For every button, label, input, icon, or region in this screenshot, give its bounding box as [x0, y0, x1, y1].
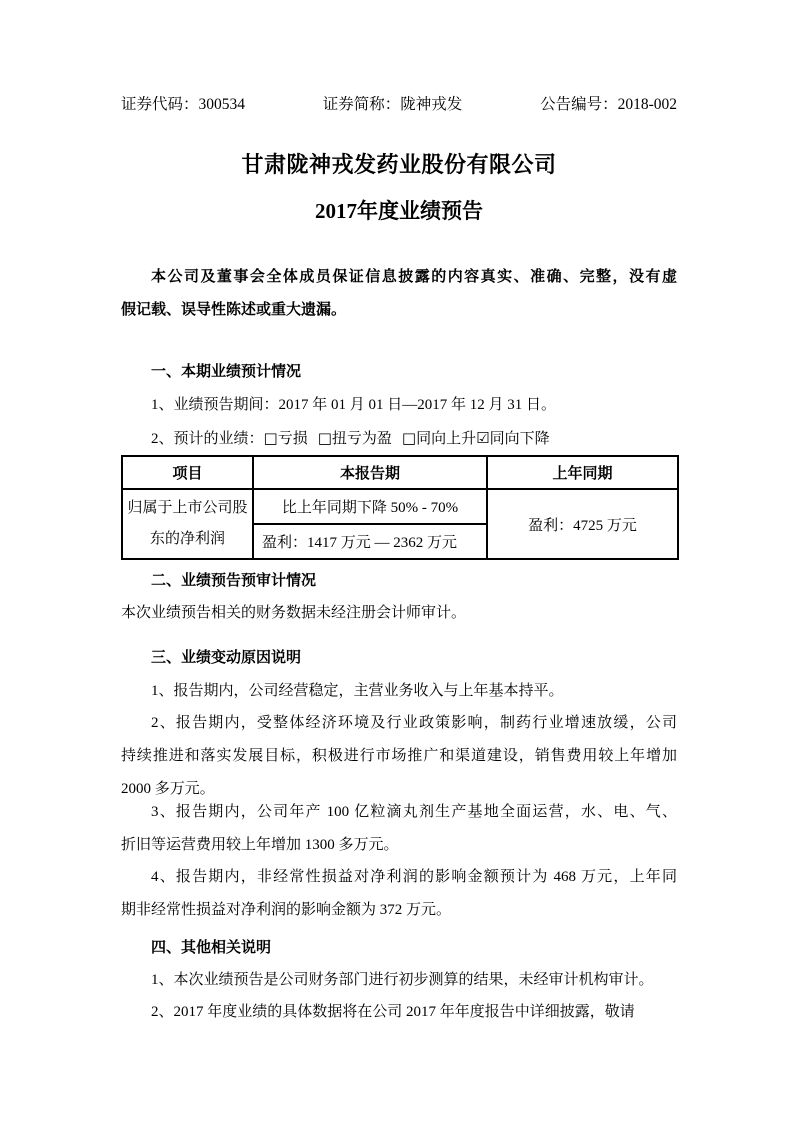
section-1-heading: 一、本期业绩预计情况 [151, 364, 302, 380]
table-header-item: 项目 [122, 456, 253, 489]
option-loss [264, 431, 308, 447]
checkbox-turnaround-label: 扭亏为盈 [331, 431, 392, 447]
checkbox-down-label: 同向下降 [489, 431, 550, 447]
section-2-heading: 二、业绩预告预审计情况 [151, 573, 317, 589]
checkbox-loss-label: 亏损 [277, 431, 308, 447]
table-header-current-period: 本报告期 [253, 456, 487, 489]
checkbox-down-checked-icon: ☑ [476, 429, 490, 447]
performance-table-wrap [121, 455, 677, 560]
reason-item-4: 4、报告期内，非经常性损益对净利润的影响金额预计为 468 万元，上年同 期非经常性损益对净利润的影响金额为 372 万元。 [121, 869, 677, 918]
net-profit-label-line-1: 归属于上市公司股 [127, 500, 248, 516]
net-profit-label-cell [122, 489, 253, 559]
table-header-prior-period: 上年同期 [487, 456, 678, 489]
performance-table [121, 455, 679, 560]
company-name-title: 甘肃陇神戎发药业股份有限公司 [241, 152, 557, 177]
document-header [121, 94, 677, 116]
announcement-number: 公告编号：2018-002 [540, 96, 677, 113]
other-note-1: 1、本次业绩预告是公司财务部门进行初步测算的结果，未经审计机构审计。 [151, 972, 654, 988]
disclaimer-line-1: 本公司及董事会全体成员保证信息披露的内容真实、准确、完整，没有虚 [151, 269, 677, 285]
safety-disclaimer [121, 261, 677, 327]
section-3-heading: 三、业绩变动原因说明 [151, 650, 302, 666]
reason-item-1: 1、报告期内，公司经营稳定，主营业务收入与上年基本持平。 [151, 683, 564, 699]
prior-period-profit-cell: 盈利：4725 万元 [487, 489, 678, 559]
forecast-type-prefix: 2、预计的业绩： [151, 431, 264, 447]
current-period-change-cell: 比上年同期下降 50% - 70% [253, 489, 487, 524]
forecast-type-line [121, 422, 677, 456]
option-same-direction-up [402, 431, 476, 447]
stock-code: 证券代码：300534 [121, 96, 246, 113]
checkbox-loss-icon: □ [263, 429, 278, 447]
checkbox-up-icon: □ [401, 429, 417, 447]
stock-short-name: 证券简称：陇神戎发 [322, 96, 463, 113]
report-title: 2017年度业绩预告 [315, 199, 483, 223]
net-profit-label-line-2: 东的净利润 [149, 531, 225, 547]
audit-status-text: 本次业绩预告相关的财务数据未经注册会计师审计。 [121, 605, 467, 621]
checkbox-up-label: 同向上升 [416, 431, 477, 447]
option-turnaround [318, 431, 392, 447]
reason-item-2: 2、报告期内，受整体经济环境及行业政策影响，制药行业增速放缓，公司 持续推进和落实发展目标，积极进行市场推广和渠道建设，销售费用较上年增加 2000 多万元。 [121, 715, 677, 797]
reason-item-3: 3、报告期内，公司年产 100 亿粒滴丸剂生产基地全面运营，水、电、气、 折旧等运营费用较上年增加 1300 多万元。 [121, 804, 677, 853]
forecast-period-line: 1、业绩预告期间：2017 年 01 月 01 日—2017 年 12 月 31 日。 [151, 397, 557, 413]
disclaimer-line-2: 假记载、误导性陈述或重大遗漏。 [121, 302, 347, 318]
other-note-2: 2、2017 年度业绩的具体数据将在公司 2017 年年度报告中详细披露，敬请 [151, 1004, 635, 1020]
section-4-heading: 四、其他相关说明 [151, 940, 272, 956]
option-same-direction-down [476, 431, 549, 447]
current-period-profit-cell: 盈利：1417 万元 — 2362 万元 [253, 524, 487, 559]
checkbox-turnaround-icon: □ [317, 429, 332, 447]
